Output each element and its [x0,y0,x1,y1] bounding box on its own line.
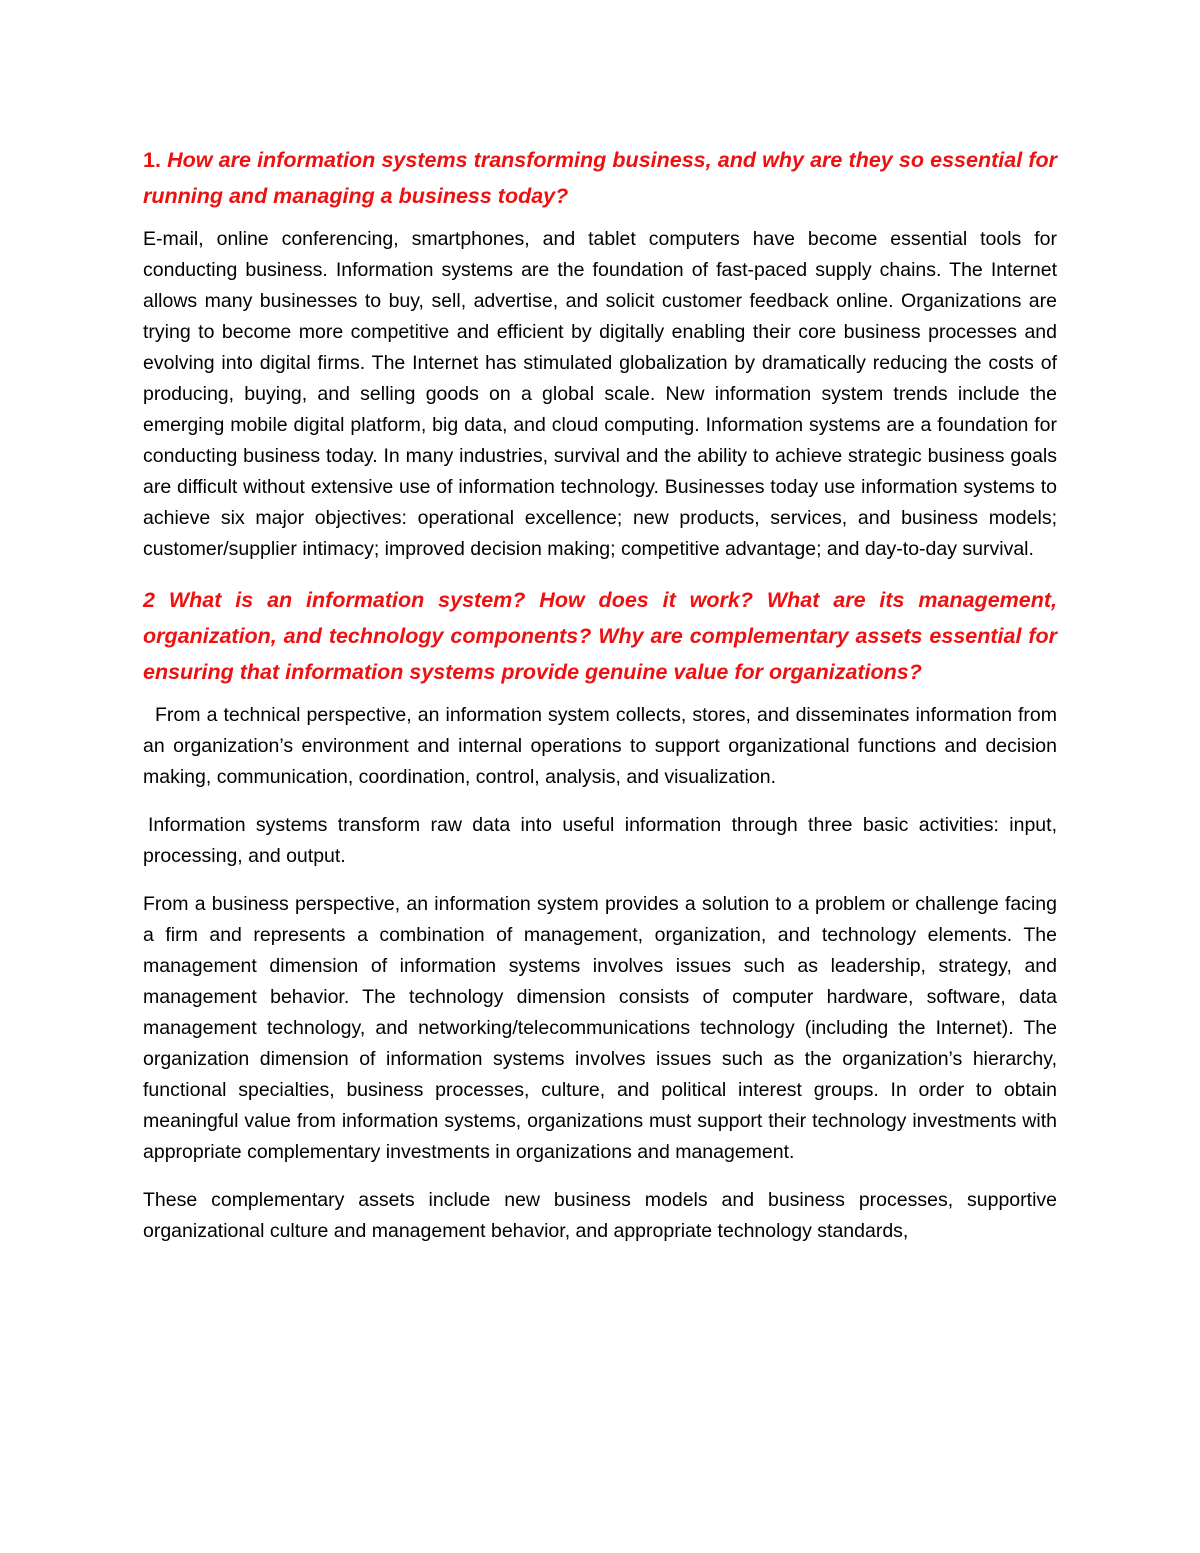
answer-2-paragraph-business: From a business perspective, an information system provides a solution to a problem or challenge facing a firm and represents a combination of management, organization, and technology elements. The management dimension of information systems involves issues such as leadership, strategy, and management behavior. The technology dimension consists of computer hardware, software, data management technology, and networking/telecommunications technology (including the Internet). The organization dimension of information systems involves issues such as the organization’s hierarchy, functional specialties, business processes, culture, and political interest groups. In order to obtain meaningful value from information systems, organizations must support their technology investments with appropriate complementary investments in organizations and management. [143,893,1057,1163]
question-1-heading [143,142,1057,214]
question-1-number: 1. [143,148,161,172]
question-1-text: How are information systems transforming business, and why are they so essential for running and managing a business today? [143,148,1057,208]
answer-2-paragraph-technical: From a technical perspective, an information system collects, stores, and disseminates information from an organization’s environment and internal operations to support organizational functions and decision making, communication, coordination, control, analysis, and visualization. [143,704,1057,788]
answer-2-paragraph-activities: Information systems transform raw data into useful information through three basic activities: input, processing, and output. [143,814,1057,867]
answer-2-paragraph-complementary: These complementary assets include new business models and business processes, supportive organizational culture and management behavior, and appropriate technology standards, [143,1189,1057,1242]
question-2-heading: 2 What is an information system? How does it work? What are its management, organization, and technology components? Why are complementary assets essential for ensuring that information systems provide genuine value for organizations? [143,588,1057,684]
document-page [143,142,1057,1247]
answer-1-paragraph: E-mail, online conferencing, smartphones, and tablet computers have become essential tools for conducting business. Information systems are the foundation of fast-paced supply chains. The Internet allows many businesses to buy, sell, advertise, and solicit customer feedback online. Organizations are trying to become more competitive and efficient by digitally enabling their core business processes and evolving into digital firms. The Internet has stimulated globalization by dramatically reducing the costs of producing, buying, and selling goods on a global scale. New information system trends include the emerging mobile digital platform, big data, and cloud computing. Information systems are a foundation for conducting business today. In many industries, survival and the ability to achieve strategic business goals are difficult without extensive use of information technology. Businesses today use information systems to achieve six major objectives: operational excellence; new products, services, and business models; customer/supplier intimacy; improved decision making; competitive advantage; and day-to-day survival. [143,228,1057,560]
